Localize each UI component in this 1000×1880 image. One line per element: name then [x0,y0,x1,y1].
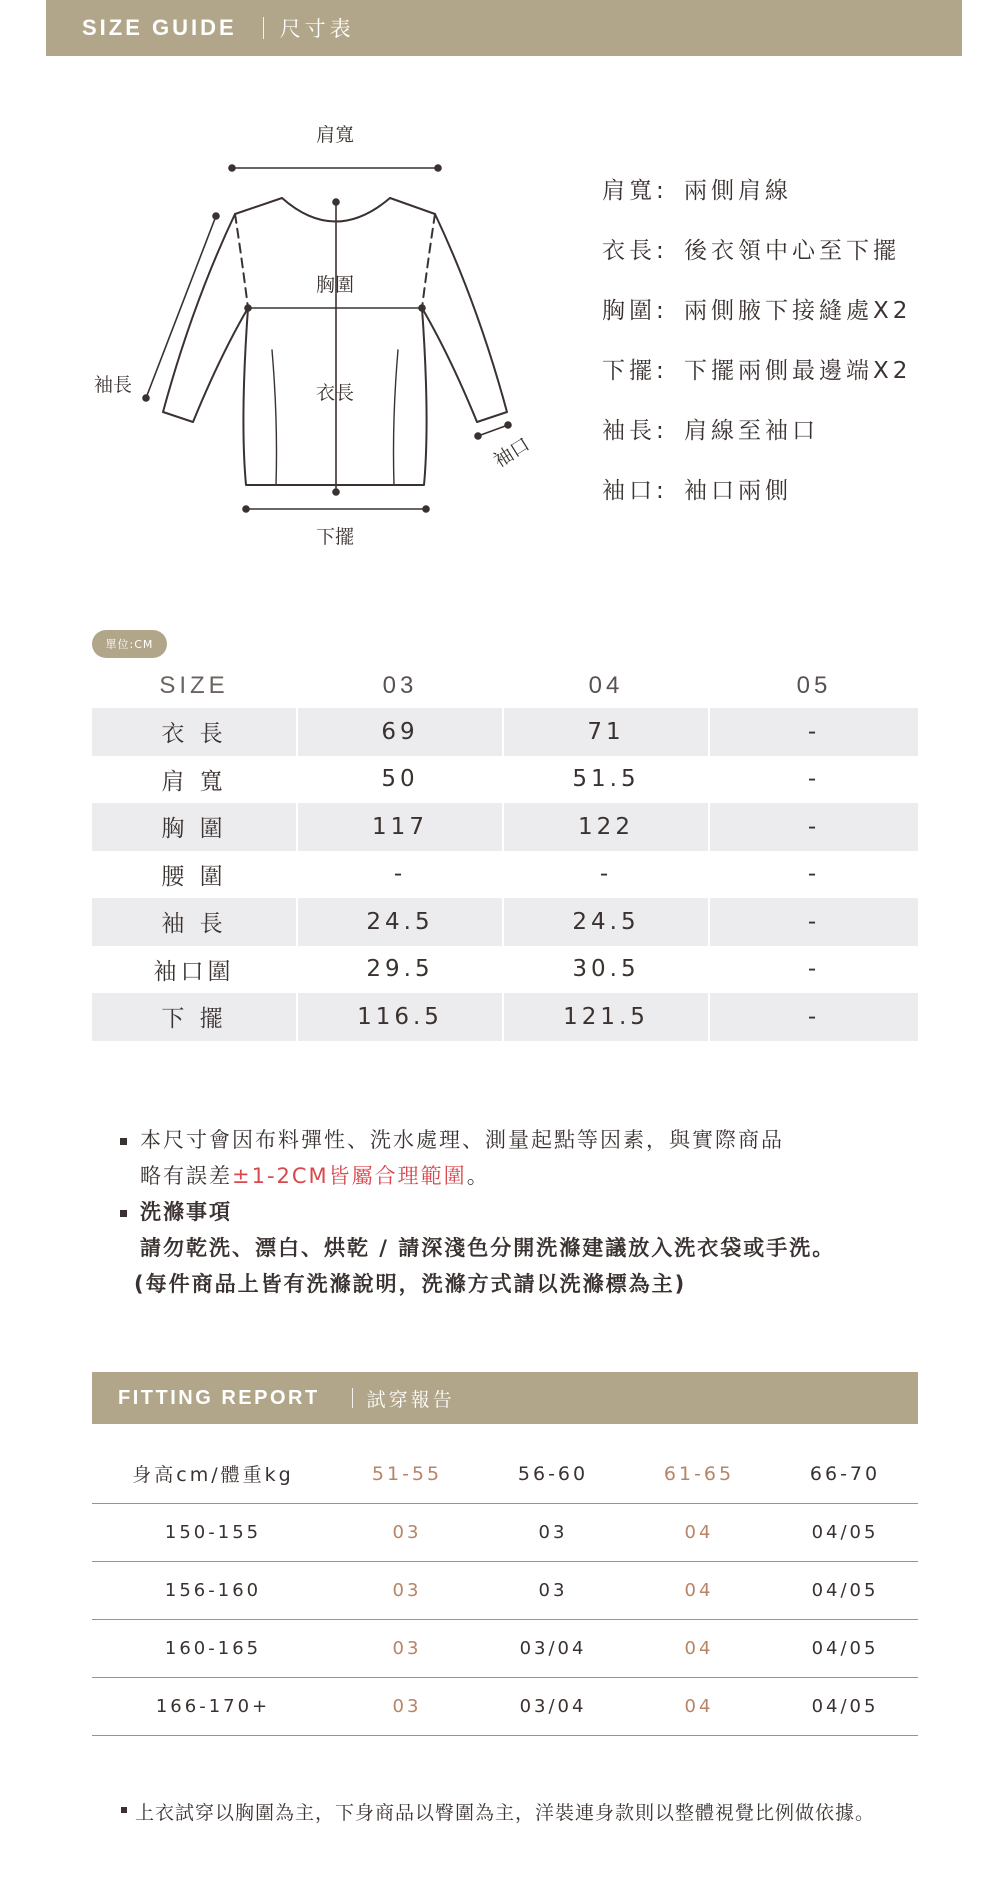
note-tolerance-highlight: ±1-2CM皆屬合理範圍 [232,1164,467,1188]
size-guide-title-en: SIZE GUIDE [82,15,237,40]
size-header-cell: 03 [382,672,418,699]
fitting-report-header [92,1372,918,1424]
definition-row [602,352,982,412]
size-cell: 袖口圍 [153,958,235,985]
size-table [92,664,918,1041]
fitting-table-row [92,1620,918,1678]
fitting-table-row [92,1504,918,1562]
size-cell: 29.5 [366,956,434,983]
fitting-cell: 03 [538,1522,568,1543]
size-cell: - [807,956,821,983]
size-cell: - [807,766,821,793]
fitting-table-row [92,1562,918,1620]
fitting-cell: 04 [684,1696,714,1717]
size-cell: 117 [298,803,502,851]
size-cell: - [807,861,821,888]
fitting-cell: 04/05 [811,1638,879,1659]
definition-term: 袖口: [602,478,668,504]
fitting-cell: 166-170+ [155,1696,271,1717]
size-cell: - [710,803,918,851]
definition-row [602,412,982,472]
size-cell: - [710,708,918,756]
fitting-cell: 04/05 [811,1580,879,1601]
size-cell: - [710,898,918,946]
size-table-row [92,851,918,899]
size-cell: 24.5 [298,898,502,946]
bullet-square-icon [120,1138,127,1145]
bullet-square-icon [121,1807,127,1813]
note-text: 略有誤差 [140,1164,232,1188]
care-text: 請勿乾洗、漂白、烘乾 / 請深淺色分開洗滌建議放入洗衣袋或手洗。 [140,1236,836,1260]
size-cell: 116.5 [298,993,502,1041]
size-table-row [92,946,918,994]
fitting-header-cell: 56-60 [517,1462,589,1485]
size-cell: - [599,861,613,888]
fitting-footnote [135,1798,965,1825]
note-text: 本尺寸會因布料彈性、洗水處理、測量起點等因素，與實際商品 [140,1128,784,1152]
care-line [140,1230,940,1266]
fitting-table [92,1444,918,1736]
size-cell: 肩 寬 [161,768,227,795]
header-divider [352,1388,353,1408]
garment-diagram [80,120,560,560]
header-divider [263,17,264,39]
fitting-cell: 150-155 [164,1522,262,1543]
fitting-header-cell: 61-65 [663,1462,735,1485]
care-title-line [140,1194,940,1230]
diagram-label-cuff: 袖口 [489,433,534,473]
size-cell: 24.5 [504,898,708,946]
care-line [134,1266,940,1302]
definition-desc: 下擺兩側最邊端X2 [684,358,912,384]
unit-badge: 單位:CM [92,630,167,658]
definition-row [602,232,982,292]
fitting-cell: 03 [538,1580,568,1601]
definition-desc: 兩側腋下接縫處X2 [684,298,912,324]
diagram-label-length: 衣長 [316,382,355,404]
size-notes [134,1122,940,1302]
definition-row [602,472,982,532]
size-cell: 下 擺 [92,993,296,1041]
garment-outline-illustration [80,120,560,560]
note-text: 。 [466,1164,490,1188]
size-cell: 121.5 [504,993,708,1041]
size-cell: 袖 長 [92,898,296,946]
diagram-label-shoulder: 肩寬 [316,124,355,146]
size-guide-header [46,0,962,56]
fitting-table-header [92,1444,918,1504]
size-table-row [92,756,918,804]
fitting-header-cell: 51-55 [371,1462,443,1485]
note-line [140,1158,940,1194]
measurement-definitions [602,172,982,532]
definition-row [602,172,982,232]
size-table-row [92,898,918,946]
definition-term: 肩寬: [602,178,668,204]
fitting-cell: 156-160 [164,1580,262,1601]
fitting-cell: 03 [392,1522,422,1543]
fitting-cell: 04/05 [811,1522,879,1543]
bullet-square-icon [120,1210,127,1217]
size-table-row [92,708,918,756]
definition-term: 胸圍: [602,298,668,324]
definition-term: 袖長: [602,418,668,444]
fitting-cell: 03/04 [519,1638,587,1659]
fitting-cell: 03 [392,1580,422,1601]
fitting-cell: 04/05 [811,1696,879,1717]
size-header-cell: 05 [796,672,832,699]
fitting-cell: 03 [392,1638,422,1659]
definition-desc: 肩線至袖口 [684,418,819,444]
definition-desc: 袖口兩側 [684,478,792,504]
note-line [140,1122,940,1158]
fitting-cell: 04 [684,1638,714,1659]
size-cell: 衣 長 [92,708,296,756]
fitting-cell: 04 [684,1580,714,1601]
care-title: 洗滌事項 [140,1200,232,1224]
definition-term: 下擺: [602,358,668,384]
size-guide-title-zh: 尺寸表 [279,17,355,41]
definition-desc: 後衣領中心至下擺 [684,238,900,264]
fitting-header-cell: 66-70 [809,1462,881,1485]
size-header-cell: SIZE [159,672,229,699]
size-cell: 30.5 [572,956,640,983]
definition-desc: 兩側肩線 [684,178,792,204]
fitting-title-zh: 試穿報告 [366,1388,455,1411]
fitting-cell: 03 [392,1696,422,1717]
size-cell: 50 [381,766,419,793]
diagram-label-chest: 胸圍 [316,274,355,296]
diagram-label-sleeve: 袖長 [94,374,133,396]
size-cell: 69 [298,708,502,756]
fitting-table-row [92,1678,918,1736]
size-cell: - [710,993,918,1041]
size-table-row [92,993,918,1041]
size-cell: 122 [504,803,708,851]
size-table-header [92,664,918,708]
size-table-row [92,803,918,851]
fitting-cell: 04 [684,1522,714,1543]
size-cell: - [393,861,407,888]
size-header-cell: 04 [588,672,624,699]
care-text: (每件商品上皆有洗滌說明，洗滌方式請以洗滌標為主) [134,1272,687,1296]
size-cell: 胸 圍 [92,803,296,851]
fitting-cell: 160-165 [164,1638,262,1659]
definition-row [602,292,982,352]
size-cell: 腰 圍 [161,863,227,890]
size-cell: 71 [504,708,708,756]
diagram-label-hem: 下擺 [316,526,355,548]
fitting-cell: 03/04 [519,1696,587,1717]
footnote-text: 上衣試穿以胸圍為主，下身商品以臀圍為主，洋裝連身款則以整體視覺比例做依據。 [135,1802,876,1824]
definition-term: 衣長: [602,238,668,264]
fitting-header-cell: 身高cm/體重kg [132,1464,294,1486]
size-cell: 51.5 [572,766,640,793]
fitting-title-en: FITTING REPORT [118,1386,320,1409]
